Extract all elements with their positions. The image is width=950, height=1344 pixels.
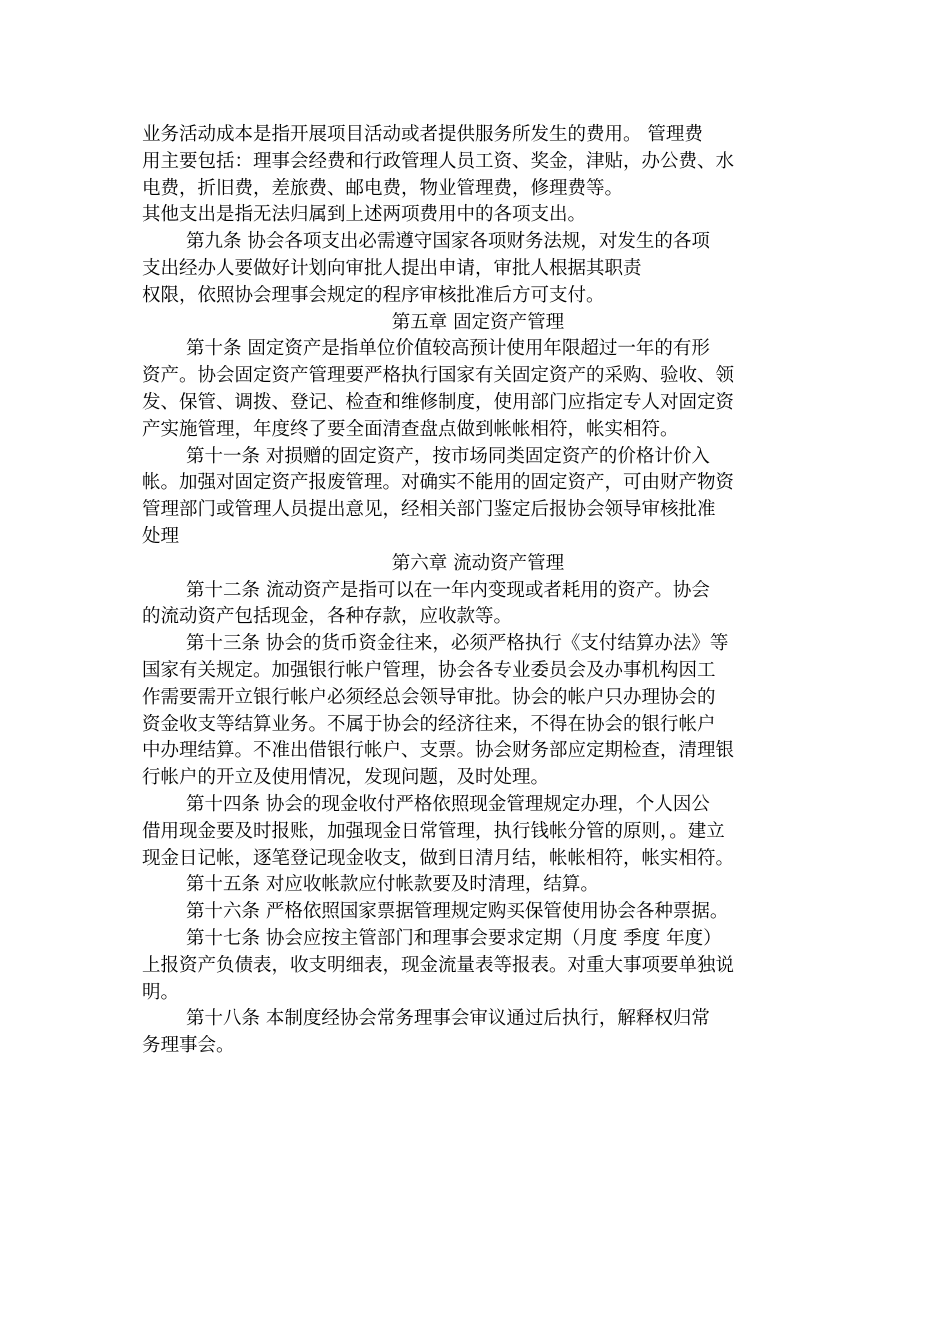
text-line: 权限，依照协会理事会规定的程序审核批准后方可支付。 [142, 284, 605, 306]
text-line: 管理部门或管理人员提出意见，经相关部门鉴定后报协会领导审核批准 [142, 499, 716, 521]
text-line: 作需要需开立银行帐户必须经总会领导审批。协会的帐户只办理协会的 [142, 686, 716, 708]
text-line: 产实施管理，年度终了要全面清查盘点做到帐帐相符，帐实相符。 [142, 418, 679, 440]
text-line: 资产。协会固定资产管理要严格执行国家有关固定资产的采购、验收、领 [142, 365, 735, 387]
chapter-6-heading: 第六章 流动资产管理 [391, 552, 565, 574]
text-line: 行帐户的开立及使用情况，发现问题，及时处理。 [142, 767, 550, 789]
text-line: 的流动资产包括现金，各种存款，应收款等。 [142, 606, 513, 628]
text-line: 其他支出是指无法归属到上述两项费用中的各项支出。 [142, 204, 587, 226]
article-17-line: 第十七条 协会应按主管部门和理事会要求定期（月度 季度 年度） [186, 927, 722, 949]
text-line: 业务活动成本是指开展项目活动或者提供服务所发生的费用。 管理费 [142, 124, 703, 145]
text-line: 务理事会。 [142, 1035, 235, 1057]
text-line: 帐。加强对固定资产报废管理。对确实不能用的固定资产，可由财产物资 [142, 472, 735, 494]
text-line: 支出经办人要做好计划向审批人提出申请，审批人根据其职责 [142, 257, 642, 279]
article-15-line: 第十五条 对应收帐款应付帐款要及时清理，结算。 [186, 874, 599, 896]
text-line: 中办理结算。不准出借银行帐户、支票。协会财务部应定期检查，清理银 [142, 740, 735, 762]
text-line: 用主要包括：理事会经费和行政管理人员工资、奖金，津贴，办公费、水 [142, 150, 735, 172]
text-line: 资金收支等结算业务。不属于协会的经济往来，不得在协会的银行帐户 [142, 713, 716, 735]
chapter-5-heading: 第五章 固定资产管理 [391, 311, 565, 333]
article-16-line: 第十六条 严格依照国家票据管理规定购买保管使用协会各种票据。 [186, 901, 729, 923]
text-line: 上报资产负债表，收支明细表，现金流量表等报表。对重大事项要单独说 [142, 954, 735, 976]
text-line: 国家有关规定。加强银行帐户管理，协会各专业委员会及办事机构因工 [142, 659, 716, 681]
text-line: 电费，折旧费，差旅费、邮电费，物业管理费，修理费等。 [142, 177, 624, 199]
text-line: 明。 [142, 981, 180, 1003]
document-body [142, 122, 814, 1060]
article-9-line: 第九条 协会各项支出必需遵守国家各项财务法规，对发生的各项 [186, 231, 710, 253]
article-11-line: 第十一条 对损赠的固定资产，按市场同类固定资产的价格计价入 [186, 445, 710, 467]
text-line: 现金日记帐，逐笔登记现金收支，做到日清月结，帐帐相符，帐实相符。 [142, 847, 735, 869]
article-14-line: 第十四条 协会的现金收付严格依照现金管理规定办理，个人因公 [186, 793, 710, 815]
article-13-line: 第十三条 协会的货币资金往来，必须严格执行《支付结算办法》等 [186, 633, 729, 655]
text-line: 发、保管、调拨、登记、检查和维修制度，使用部门应指定专人对固定资 [142, 391, 735, 413]
text-line: 借用现金要及时报账，加强现金日常管理，执行钱帐分管的原则，。建立 [142, 820, 725, 842]
article-18-line: 第十八条 本制度经协会常务理事会审议通过后执行，解释权归常 [186, 1008, 710, 1030]
article-10-line: 第十条 固定资产是指单位价值较高预计使用年限超过一年的有形 [186, 338, 710, 360]
article-12-line: 第十二条 流动资产是指可以在一年内变现或者耗用的资产。协会 [186, 579, 710, 601]
text-line: 处理 [142, 525, 180, 547]
